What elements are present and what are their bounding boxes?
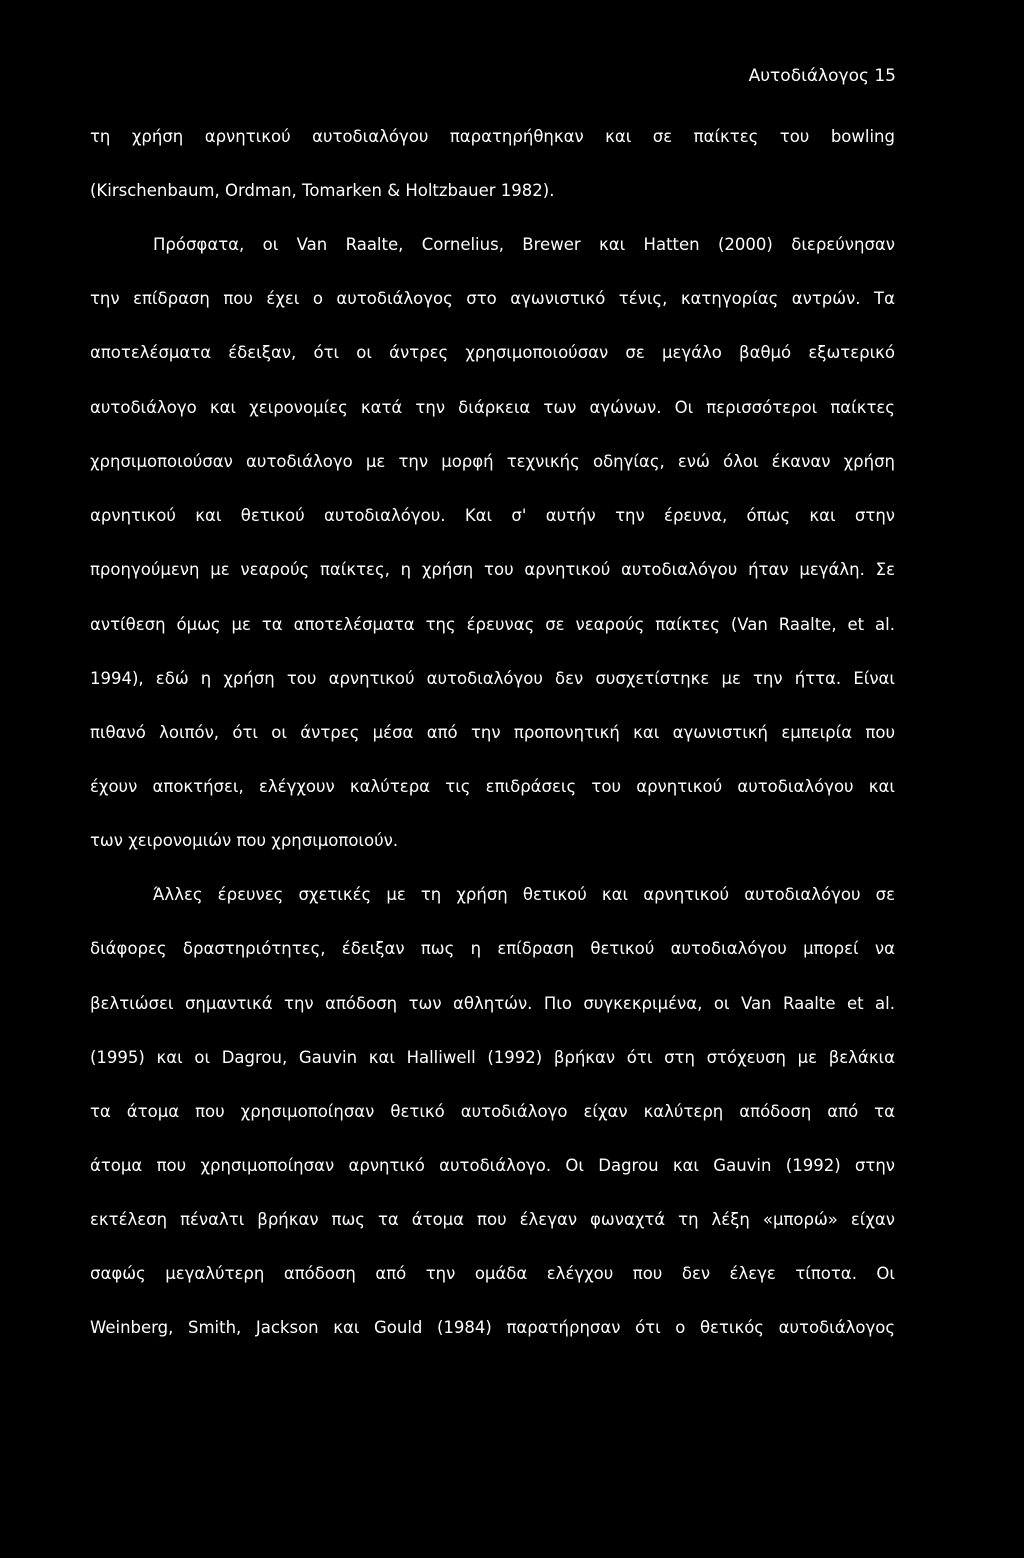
text-line: αρνητικού και θετικού αυτοδιαλόγου. Και σ' αυτήν την έρευνα, όπως και στην — [90, 506, 895, 525]
text-line: προηγούμενη με νεαρούς παίκτες, η χρήση του αρνητικού αυτοδιαλόγου ήταν μεγάλη. Σε — [90, 560, 895, 579]
text-line: αυτοδιάλογο και χειρονομίες κατά την διάρκεια των αγώνων. Οι περισσότεροι παίκτες — [90, 398, 895, 417]
text-line: αντίθεση όμως με τα αποτελέσματα της έρευνας σε νεαρούς παίκτες (Van Raalte, et al. — [90, 615, 895, 634]
text-line: αποτελέσματα έδειξαν, ότι οι άντρες χρησιμοποιούσαν σε μεγάλο βαθμό εξωτερικό — [90, 343, 895, 362]
running-header: Αυτοδιάλογος 15 — [748, 66, 896, 86]
text-line: έχουν αποκτήσει, ελέγχουν καλύτερα τις επιδράσεις του αρνητικού αυτοδιαλόγου και — [90, 777, 895, 796]
text-line: 1994), εδώ η χρήση του αρνητικού αυτοδιαλόγου δεν συσχετίστηκε με την ήττα. Είναι — [90, 669, 895, 688]
paragraph-first-line: Άλλες έρευνες σχετικές με τη χρήση θετικού και αρνητικού αυτοδιαλόγου σε — [153, 885, 895, 904]
text-line: διάφορες δραστηριότητες, έδειξαν πως η επίδραση θετικού αυτοδιαλόγου μπορεί να — [90, 939, 895, 958]
text-line: χρησιμοποιούσαν αυτοδιάλογο με την μορφή τεχνικής οδηγίας, ενώ όλοι έκαναν χρήση — [90, 452, 895, 471]
text-line: εκτέλεση πέναλτι βρήκαν πως τα άτομα που έλεγαν φωναχτά τη λέξη «μπορώ» είχαν — [90, 1210, 895, 1229]
text-line: σαφώς μεγαλύτερη απόδοση από την ομάδα ελέγχου που δεν έλεγε τίποτα. Οι — [90, 1264, 895, 1283]
text-line: Weinberg, Smith, Jackson και Gould (1984) παρατήρησαν ότι ο θετικός αυτοδιάλογος — [90, 1318, 895, 1337]
text-line: (Kirschenbaum, Ordman, Tomarken & Holtzbauer 1982). — [90, 181, 555, 200]
text-line: άτομα που χρησιμοποίησαν αρνητικό αυτοδιάλογο. Οι Dagrou και Gauvin (1992) στην — [90, 1156, 895, 1175]
paragraph-first-line: Πρόσφατα, οι Van Raalte, Cornelius, Brewer και Hatten (2000) διερεύνησαν — [153, 235, 895, 254]
text-line: (1995) και οι Dagrou, Gauvin και Halliwell (1992) βρήκαν ότι στη στόχευση με βελάκια — [90, 1048, 895, 1067]
text-line: των χειρονομιών που χρησιμοποιούν. — [90, 831, 399, 850]
text-line: τα άτομα που χρησιμοποίησαν θετικό αυτοδιάλογο είχαν καλύτερη απόδοση από τα — [90, 1102, 895, 1121]
text-line: πιθανό λοιπόν, ότι οι άντρες μέσα από την προπονητική και αγωνιστική εμπειρία που — [90, 723, 895, 742]
text-line: την επίδραση που έχει ο αυτοδιάλογος στο αγωνιστικό τένις, κατηγορίας αντρών. Τα — [90, 289, 895, 308]
text-line: βελτιώσει σημαντικά την απόδοση των αθλητών. Πιο συγκεκριμένα, οι Van Raalte et al. — [90, 994, 895, 1013]
text-line: τη χρήση αρνητικού αυτοδιαλόγου παρατηρήθηκαν και σε παίκτες του bowling — [90, 127, 895, 146]
